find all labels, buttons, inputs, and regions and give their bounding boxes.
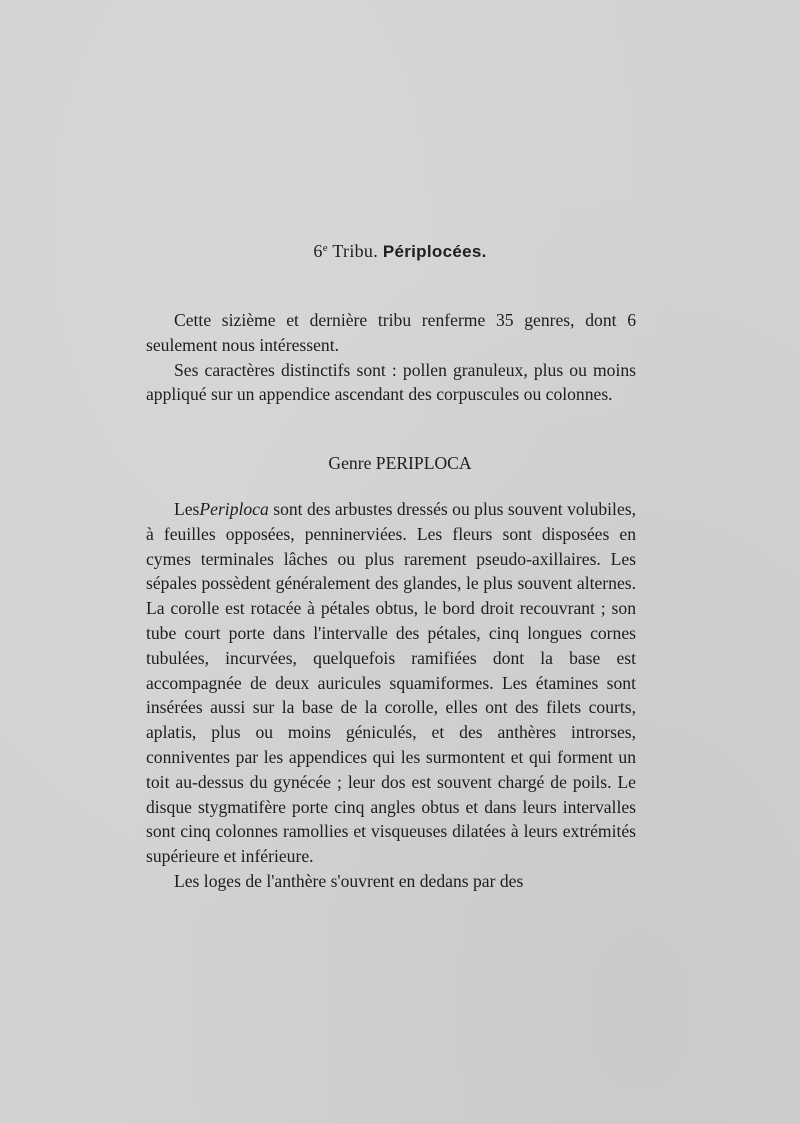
anther-paragraph: Les loges de l'anthère s'ouvrent en dedans par des — [174, 870, 524, 891]
genus-heading: Genre PERIPLOCA — [328, 453, 472, 473]
genus-description-section — [146, 497, 636, 894]
tribe-heading — [0, 241, 800, 262]
tribe-number-suffix: e — [322, 242, 328, 254]
description-body: sont des arbustes dressés ou plus souvent volubiles, à feuilles opposées, penninerviées. Les fleurs sont disposées en cymes terminales lâches ou plus rarement pseudo-axillaires. Les sépales possèdent généralement des glandes, le plus souvent alternes. La corolle est rotacée à pétales obtus, le bord droit recouvrant ; son tube court porte dans l'intervalle des pétales, cinq longues cornes tubulées, incurvées, quelquefois ramifiées dont la base est accompagnée de deux auricules squamiformes. Les étamines sont insérées aussi sur la base de la corolle, elles ont des filets courts, aplatis, plus ou moins géniculés, et des anthères introrses, conniventes par les appendices qui les surmontent et qui forment un toit au-dessus du gynécée ; leur dos est souvent chargé de poils. Le disque stygmatifère porte cinq angles obtus et dans leurs intervalles sont cinq colonnes ramollies et visqueuses dilatées à leurs extrémités supérieure et inférieure. — [146, 499, 636, 867]
intro-section — [146, 308, 636, 407]
tribe-word: Tribu. — [332, 241, 379, 261]
description-lead: Les — [174, 499, 200, 519]
tribe-name: Périplocées. — [382, 242, 487, 261]
genus-name-italic: Periploca — [199, 499, 269, 519]
intro-paragraph: Ses caractères distinctifs sont : pollen granuleux, plus ou moins appliqué sur un appendice ascendant des corpuscules ou colonnes. — [146, 359, 636, 405]
tribe-number: 6 — [313, 241, 323, 261]
genus-description-paragraph — [146, 497, 636, 869]
intro-paragraph: Cette sizième et dernière tribu renferme 35 genres, dont 6 seulement nous intéressent. — [146, 310, 636, 355]
